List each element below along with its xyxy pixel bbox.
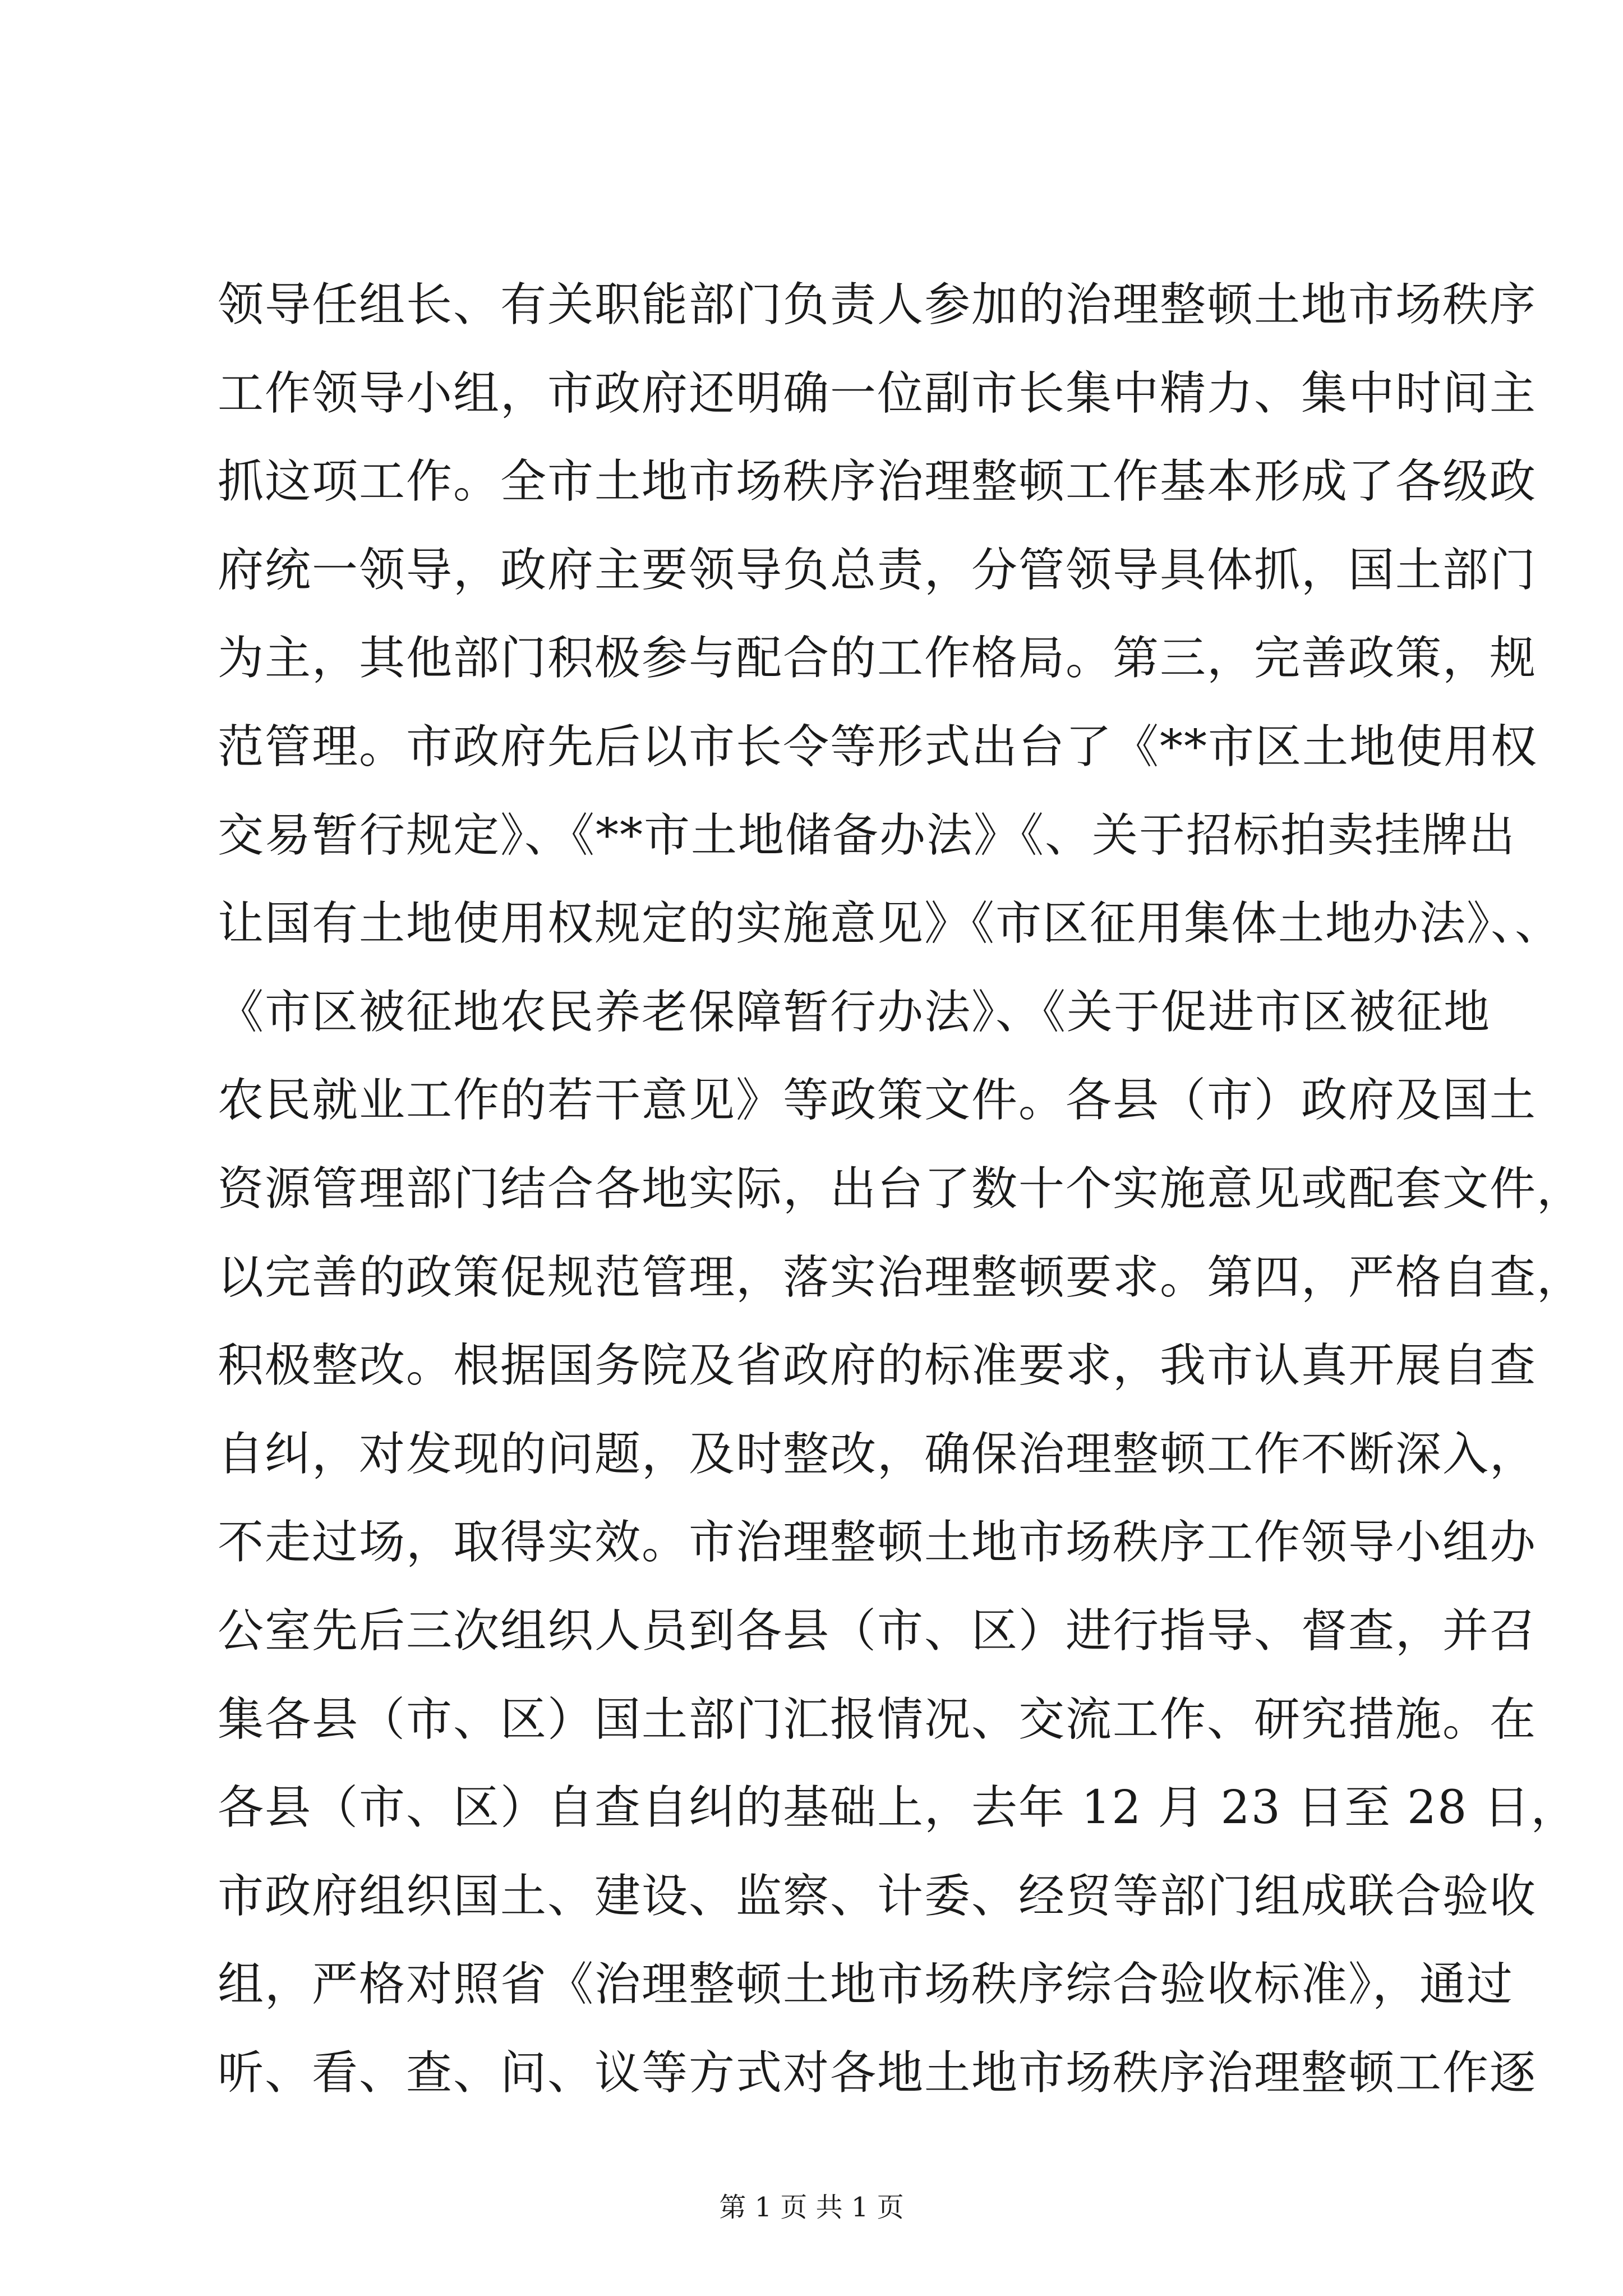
text-line-13: 积极整改。根据国务院及省政府的标准要求，我市认真开展自查	[218, 1339, 1537, 1393]
text-line-10: 农民就业工作的若干意见》等政策文件。各县（市）政府及国土	[218, 1074, 1537, 1128]
text-line-1: 领导任组长、有关职能部门负责人参加的治理整顿土地市场秩序	[218, 278, 1537, 332]
text-line-8: 让国有土地使用权规定的实施意见》《市区征用集体土地办法》、、	[218, 897, 1562, 951]
text-line-14: 自纠，对发现的问题，及时整改，确保治理整顿工作不断深入，	[218, 1427, 1537, 1481]
body-text	[218, 261, 1584, 2117]
text-line-12: 以完善的政策促规范管理，落实治理整顿要求。第四，严格自查，	[218, 1250, 1584, 1304]
text-line-9: 《市区被征地农民养老保障暂行办法》、《关于促进市区被征地	[218, 985, 1491, 1039]
text-line-5: 为主，其他部门积极参与配合的工作格局。第三，完善政策，规	[218, 632, 1537, 685]
page-number-footer: 第 1 页 共 1 页	[719, 2192, 904, 2223]
text-line-7: 交易暂行规定》、《**市土地储备办法》《、关于招标拍卖挂牌出	[218, 808, 1516, 862]
text-line-20: 组，严格对照省《治理整顿土地市场秩序综合验收标准》，通过	[218, 1958, 1514, 2012]
text-line-3: 抓这项工作。全市土地市场秩序治理整顿工作基本形成了各级政	[218, 455, 1537, 509]
text-line-11: 资源管理部门结合各地实际，出台了数十个实施意见或配套文件，	[218, 1162, 1584, 1216]
text-line-16: 公室先后三次组织人员到各县（市、区）进行指导、督查，并召	[218, 1604, 1537, 1658]
text-line-18: 各县（市、区）自查自纠的基础上，去年 12 月 23 日至 28 日，	[218, 1781, 1578, 1835]
text-line-17: 集各县（市、区）国土部门汇报情况、交流工作、研究措施。在	[218, 1692, 1537, 1746]
text-line-2: 工作领导小组，市政府还明确一位副市长集中精力、集中时间主	[218, 366, 1537, 420]
text-line-21: 听、看、查、问、议等方式对各地土地市场秩序治理整顿工作逐	[218, 2046, 1537, 2100]
text-line-15: 不走过场，取得实效。市治理整顿土地市场秩序工作领导小组办	[218, 1516, 1537, 1570]
text-line-19: 市政府组织国土、建设、监察、计委、经贸等部门组成联合验收	[218, 1869, 1537, 1923]
text-line-6: 范管理。市政府先后以市长令等形式出台了《**市区土地使用权	[218, 720, 1538, 774]
text-line-4: 府统一领导，政府主要领导负总责，分管领导具体抓，国土部门	[218, 543, 1537, 597]
